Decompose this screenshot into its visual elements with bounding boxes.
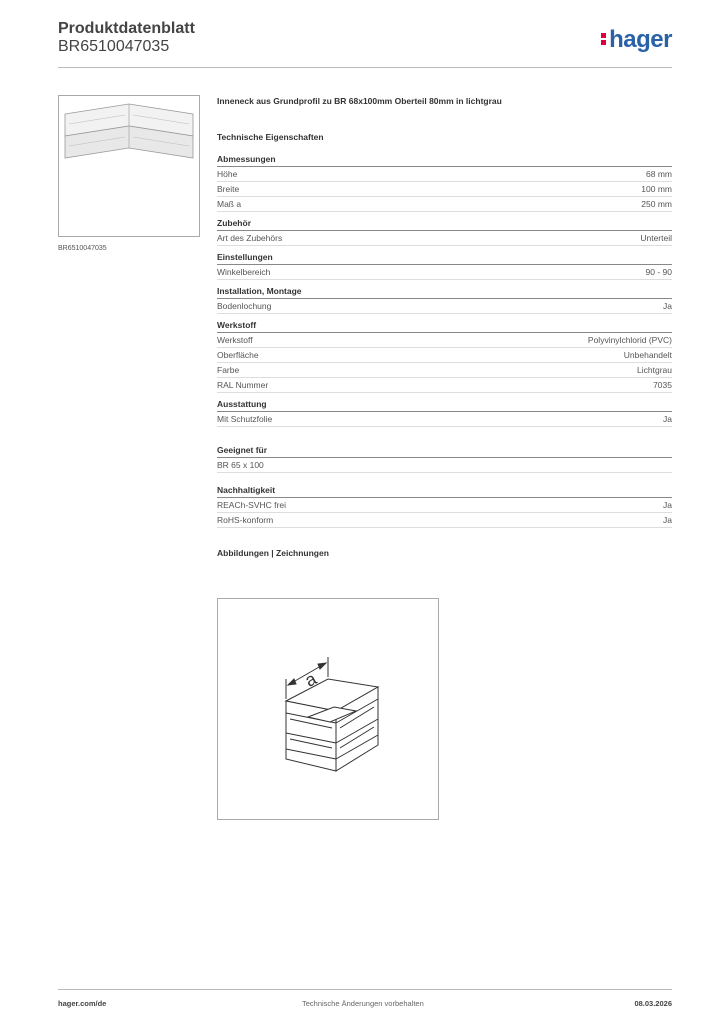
table-row	[217, 231, 672, 246]
section-geeignet	[217, 445, 672, 473]
row-label: RAL Nummer	[217, 380, 269, 390]
section-zubehoer	[217, 218, 672, 246]
dimension-label: a	[301, 668, 320, 691]
row-value: 7035	[653, 380, 672, 390]
footer-note: Technische Änderungen vorbehalten	[302, 999, 424, 1008]
logo-dots-icon	[601, 31, 607, 47]
row-label: Farbe	[217, 365, 240, 375]
row-label: Werkstoff	[217, 335, 253, 345]
corner-drawing-icon	[218, 599, 438, 819]
section-abmessungen	[217, 154, 672, 212]
section-heading: Installation, Montage	[217, 286, 672, 299]
table-row	[217, 498, 672, 513]
hager-logo	[601, 26, 672, 54]
row-label: REACh-SVHC frei	[217, 500, 286, 510]
row-value: Polyvinylchlorid (PVC)	[587, 335, 672, 345]
section-heading: Abmessungen	[217, 154, 672, 167]
table-row	[217, 363, 672, 378]
technical-drawing	[217, 598, 439, 820]
row-value: Ja	[663, 301, 672, 311]
header-divider	[58, 67, 672, 68]
section-heading: Nachhaltigkeit	[217, 485, 672, 498]
section-werkstoff	[217, 320, 672, 393]
row-label: RoHS-konform	[217, 515, 274, 525]
row-label: Oberfläche	[217, 350, 259, 360]
thumbnail-caption: BR6510047035	[58, 245, 107, 252]
row-label: Art des Zubehörs	[217, 233, 283, 243]
table-row	[217, 299, 672, 314]
section-heading: Einstellungen	[217, 252, 672, 265]
table-row	[217, 412, 672, 427]
row-label: BR 65 x 100	[217, 460, 264, 470]
row-label: Bodenlochung	[217, 301, 272, 311]
footer-website[interactable]: hager.com/de	[58, 999, 107, 1008]
table-row	[217, 197, 672, 212]
section-heading: Geeignet für	[217, 445, 672, 458]
footer-divider	[58, 989, 672, 990]
table-row	[217, 458, 672, 473]
footer-date: 08.03.2026	[634, 999, 672, 1008]
product-title: Inneneck aus Grundprofil zu BR 68x100mm Oberteil 80mm in lichtgrau	[217, 96, 502, 106]
section-ausstattung	[217, 399, 672, 427]
section-heading: Ausstattung	[217, 399, 672, 412]
row-value: Ja	[663, 500, 672, 510]
page-title: Produktdatenblatt	[58, 20, 195, 37]
table-row	[217, 348, 672, 363]
row-value: 250 mm	[641, 199, 672, 209]
product-photo-icon	[59, 96, 199, 236]
drawings-title: Abbildungen | Zeichnungen	[217, 548, 329, 558]
product-thumbnail	[58, 95, 200, 237]
row-label: Winkelbereich	[217, 267, 271, 277]
row-value: 68 mm	[646, 169, 672, 179]
row-value: 90 - 90	[645, 267, 672, 277]
row-value: Ja	[663, 515, 672, 525]
row-value: Unbehandelt	[623, 350, 672, 360]
row-label: Mit Schutzfolie	[217, 414, 273, 424]
table-row	[217, 378, 672, 393]
row-label: Höhe	[217, 169, 238, 179]
article-number: BR6510047035	[58, 38, 170, 55]
table-row	[217, 167, 672, 182]
table-row	[217, 333, 672, 348]
section-heading: Werkstoff	[217, 320, 672, 333]
spec-content	[217, 96, 672, 558]
table-row	[217, 265, 672, 280]
row-value: Lichtgrau	[637, 365, 672, 375]
row-value: Unterteil	[640, 233, 672, 243]
section-einstellungen	[217, 252, 672, 280]
table-row	[217, 513, 672, 528]
section-heading: Zubehör	[217, 218, 672, 231]
section-installation	[217, 286, 672, 314]
row-value: Ja	[663, 414, 672, 424]
row-label: Maß a	[217, 199, 242, 209]
table-row	[217, 182, 672, 197]
row-label: Breite	[217, 184, 240, 194]
logo-text: hager	[609, 26, 672, 53]
section-nachhaltigkeit	[217, 485, 672, 528]
row-value: 100 mm	[641, 184, 672, 194]
tech-properties-title: Technische Eigenschaften	[217, 132, 324, 142]
